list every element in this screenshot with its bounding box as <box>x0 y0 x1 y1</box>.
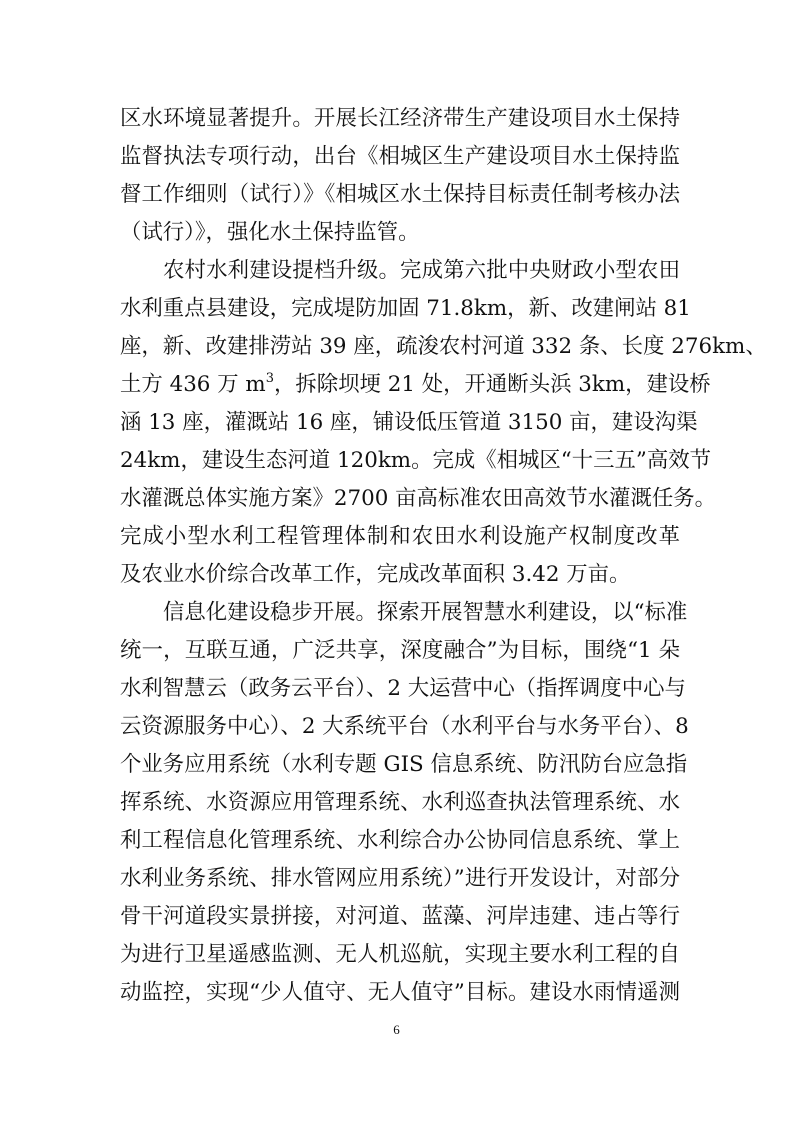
text-line: 涵 13 座，灌溉站 16 座，铺设低压管道 3150 亩，建设沟渠 <box>120 410 698 435</box>
text-line: 监督执法专项行动，出台《相城区生产建设项目水土保持监 <box>120 144 680 169</box>
text-line: 水利业务系统、排水管网应用系统）”进行开发设计，对部分 <box>120 866 680 891</box>
text-line: 为进行卫星遥感监测、无人机巡航，实现主要水利工程的自 <box>120 942 680 967</box>
text-line: （试行）》，强化水土保持监管。 <box>120 220 420 245</box>
text-segment: 土方 436 万 m <box>120 372 266 397</box>
text-line: 区水环境显著提升。开展长江经济带生产建设项目水土保持 <box>120 106 680 131</box>
text-line: 云资源服务中心）、2 大系统平台（水利平台与水务平台）、8 <box>120 714 689 739</box>
paragraph-first-line: 农村水利建设提档升级。完成第六批中央财政小型农田 <box>163 258 680 283</box>
superscript: 3 <box>265 371 274 386</box>
text-line: 水利重点县建设，完成堤防加固 71.8km，新、改建闸站 81 <box>120 296 691 321</box>
text-line: 座，新、改建排涝站 39 座，疏浚农村河道 332 条、长度 276km、 <box>120 334 767 359</box>
text-line: 督工作细则（试行）》《相城区水土保持目标责任制考核办法 <box>120 182 680 207</box>
text-line: 动监控，实现“少人值守、无人值守”目标。建设水雨情遥测 <box>120 980 680 1005</box>
text-line: 利工程信息化管理系统、水利综合办公协同信息系统、掌上 <box>120 828 680 853</box>
text-line: 水利智慧云（政务云平台）、2 大运营中心（指挥调度中心与 <box>120 676 686 701</box>
text-line-with-superscript <box>120 370 711 400</box>
text-segment: ，拆除坝埂 21 处，开通断头浜 3km，建设桥 <box>273 372 711 397</box>
text-line: 骨干河道段实景拼接，对河道、蓝藻、河岸违建、违占等行 <box>120 904 680 929</box>
text-line: 挥系统、水资源应用管理系统、水利巡查执法管理系统、水 <box>120 790 680 815</box>
text-line: 24km，建设生态河道 120km。完成《相城区“十三五”高效节 <box>120 448 712 473</box>
page-number: 6 <box>393 1022 400 1037</box>
text-line: 个业务应用系统（水利专题 GIS 信息系统、防汛防台应急指 <box>120 752 688 777</box>
paragraph-first-line: 信息化建设稳步开展。探索开展智慧水利建设，以“标准 <box>163 600 688 625</box>
text-line: 统一，互联互通，广泛共享，深度融合”为目标，围绕“1 朵 <box>120 638 680 663</box>
text-line: 完成小型水利工程管理体制和农田水利设施产权制度改革 <box>120 524 680 549</box>
text-line: 水灌溉总体实施方案》2700 亩高标准农田高效节水灌溉任务。 <box>120 486 717 511</box>
text-line: 及农业水价综合改革工作，完成改革面积 3.42 万亩。 <box>120 562 631 587</box>
